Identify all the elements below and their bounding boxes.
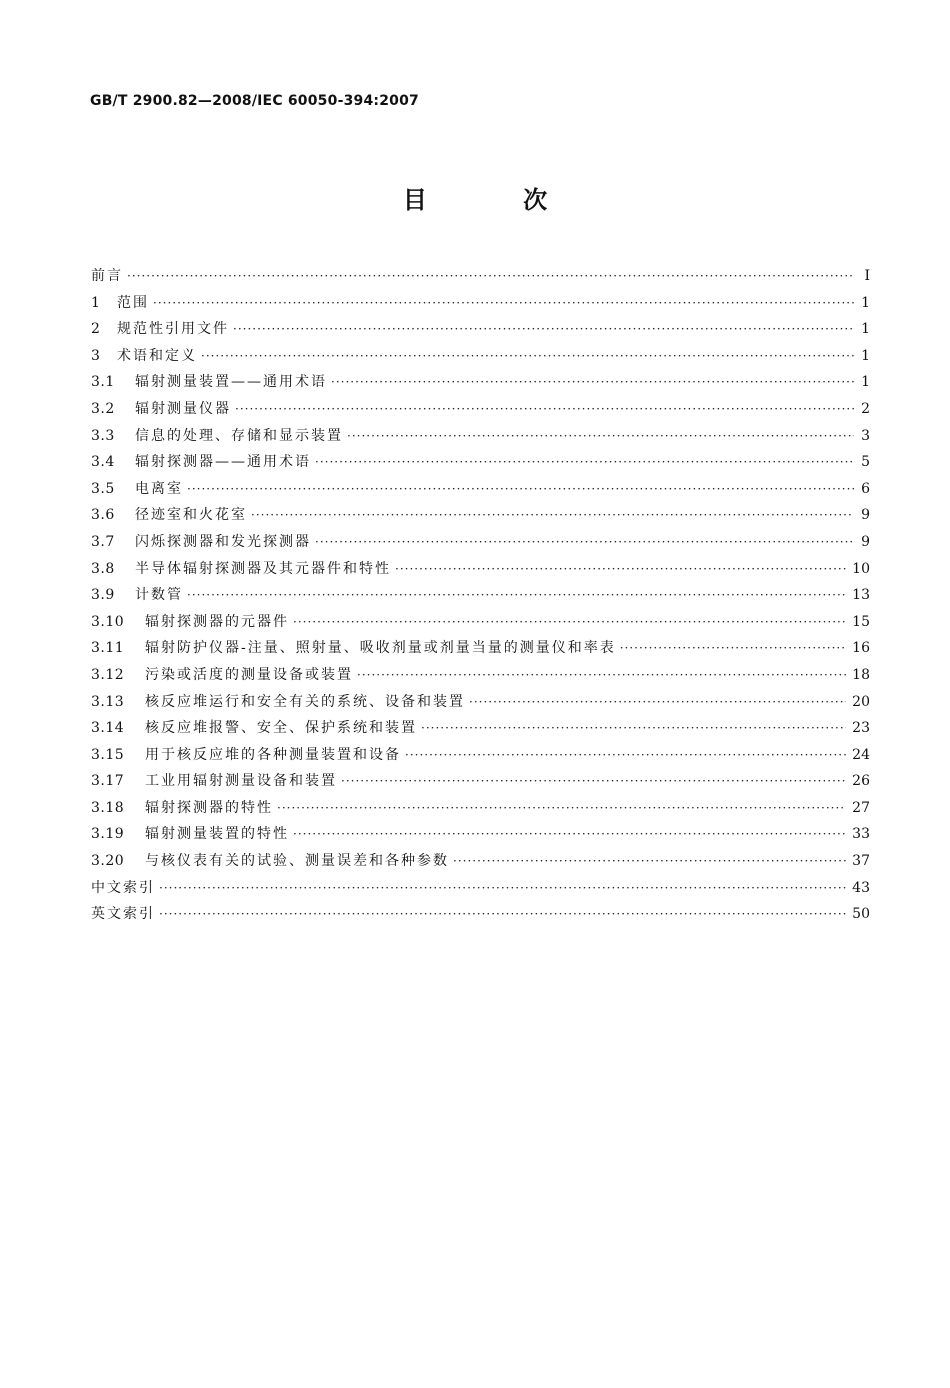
toc-dot-leader xyxy=(187,476,854,503)
toc-entry[interactable] xyxy=(91,795,870,822)
toc-entry[interactable] xyxy=(91,742,870,769)
toc-entry-number: 3.15 xyxy=(91,746,125,763)
toc-entry[interactable] xyxy=(91,689,870,716)
toc-entry-title: 英文索引 xyxy=(91,906,155,923)
standard-code-header: GB/T 2900.82—2008/IEC 60050-394:2007 xyxy=(90,93,419,109)
toc-entry[interactable] xyxy=(91,449,870,476)
toc-entry[interactable] xyxy=(91,715,870,742)
toc-entry[interactable] xyxy=(91,476,870,503)
toc-entry-page-number: 1 xyxy=(861,294,870,311)
toc-entry-title: 与核仪表有关的试验、测量误差和各种参数 xyxy=(145,853,449,870)
toc-dot-leader xyxy=(201,343,854,370)
toc-entry-page-number: 43 xyxy=(852,879,870,896)
toc-entry-page-number: 5 xyxy=(861,454,870,471)
toc-entry-number: 3.3 xyxy=(91,427,115,444)
toc-entry[interactable] xyxy=(91,556,870,583)
toc-entry-number: 1 xyxy=(91,294,101,311)
toc-entry-number: 3.5 xyxy=(91,480,115,497)
toc-entry-page-number: 1 xyxy=(861,321,870,338)
toc-entry-page-number: 1 xyxy=(861,347,870,364)
toc-entry-title: 前言 xyxy=(91,268,123,284)
toc-entry-number: 3.12 xyxy=(91,666,125,683)
toc-entry-number: 3.6 xyxy=(91,507,115,524)
toc-entry-title: 核反应堆运行和安全有关的系统、设备和装置 xyxy=(145,693,465,710)
toc-entry-title: 污染或活度的测量设备或装置 xyxy=(145,666,353,683)
toc-dot-leader xyxy=(357,662,846,689)
toc-entry-title: 辐射探测器——通用术语 xyxy=(135,454,311,471)
toc-entry-title: 用于核反应堆的各种测量装置和设备 xyxy=(145,746,401,763)
toc-entry-page-number: 10 xyxy=(852,560,870,577)
toc-dot-leader xyxy=(159,901,846,928)
toc-entry-title: 工业用辐射测量设备和装置 xyxy=(145,773,337,790)
toc-dot-leader xyxy=(421,715,846,742)
toc-entry[interactable] xyxy=(91,343,870,370)
toc-entry-title: 计数管 xyxy=(135,587,183,604)
toc-entry[interactable] xyxy=(91,848,870,875)
toc-entry-title: 电离室 xyxy=(135,480,183,497)
toc-dot-leader xyxy=(233,316,854,343)
toc-entry[interactable] xyxy=(91,396,870,423)
toc-entry-title: 半导体辐射探测器及其元器件和特性 xyxy=(135,560,391,577)
toc-entry-number: 3 xyxy=(91,347,101,364)
toc-entry-page-number: 26 xyxy=(852,773,870,790)
toc-entry-number: 3.4 xyxy=(91,454,115,471)
toc-dot-leader xyxy=(293,821,846,848)
toc-dot-leader xyxy=(331,369,854,396)
toc-entry-number: 3.1 xyxy=(91,374,115,391)
toc-entry-number: 3.8 xyxy=(91,560,115,577)
toc-entry-title: 辐射测量仪器 xyxy=(135,400,231,417)
toc-dot-leader xyxy=(315,529,854,556)
toc-entry-title: 辐射防护仪器-注量、照射量、吸收剂量或剂量当量的测量仪和率表 xyxy=(145,640,616,657)
toc-entry-page-number: 3 xyxy=(861,427,870,444)
toc-entry[interactable] xyxy=(91,768,870,795)
toc-entry-page-number: 2 xyxy=(861,400,870,417)
toc-dot-leader xyxy=(277,795,846,822)
toc-dot-leader xyxy=(395,556,846,583)
toc-entry-page-number: 15 xyxy=(852,613,870,630)
table-of-contents xyxy=(91,263,870,928)
toc-entry-page-number: 37 xyxy=(852,853,870,870)
toc-entry-number: 3.17 xyxy=(91,773,125,790)
toc-entry-number: 3.7 xyxy=(91,533,115,550)
toc-entry-number: 3.9 xyxy=(91,587,115,604)
toc-entry-title: 辐射测量装置——通用术语 xyxy=(135,374,327,391)
toc-entry[interactable] xyxy=(91,316,870,343)
toc-entry[interactable] xyxy=(91,635,870,662)
toc-dot-leader xyxy=(315,449,854,476)
toc-entry-page-number: 9 xyxy=(861,533,870,550)
toc-entry-page-number: 6 xyxy=(861,480,870,497)
toc-entry-page-number: 20 xyxy=(852,693,870,710)
page-title: 目 次 xyxy=(402,186,592,214)
toc-entry[interactable] xyxy=(91,609,870,636)
toc-entry-number: 3.14 xyxy=(91,720,125,737)
toc-dot-leader xyxy=(159,875,846,902)
toc-dot-leader xyxy=(453,848,846,875)
toc-entry[interactable] xyxy=(91,901,870,928)
toc-entry-title: 核反应堆报警、安全、保护系统和装置 xyxy=(145,720,417,737)
toc-dot-leader xyxy=(469,689,846,716)
toc-entry[interactable] xyxy=(91,263,870,290)
toc-entry-title: 信息的处理、存储和显示装置 xyxy=(135,427,343,444)
toc-dot-leader xyxy=(251,502,854,529)
toc-entry-page-number: 9 xyxy=(861,507,870,524)
toc-entry-number: 3.19 xyxy=(91,826,125,843)
toc-entry-page-number: 16 xyxy=(852,640,870,657)
toc-entry-page-number: 50 xyxy=(852,906,870,923)
toc-dot-leader xyxy=(127,263,854,290)
toc-entry-title: 范围 xyxy=(117,294,149,311)
toc-entry-page-number: 13 xyxy=(852,587,870,604)
toc-dot-leader xyxy=(347,423,854,450)
toc-entry[interactable] xyxy=(91,582,870,609)
toc-entry-number: 3.10 xyxy=(91,613,125,630)
toc-dot-leader xyxy=(187,582,846,609)
toc-entry[interactable] xyxy=(91,821,870,848)
toc-entry[interactable] xyxy=(91,502,870,529)
toc-dot-leader xyxy=(405,742,846,769)
toc-entry[interactable] xyxy=(91,423,870,450)
toc-entry[interactable] xyxy=(91,290,870,317)
toc-entry-page-number: 1 xyxy=(861,374,870,391)
toc-dot-leader xyxy=(293,609,846,636)
toc-entry-title: 辐射探测器的特性 xyxy=(145,799,273,816)
toc-entry[interactable] xyxy=(91,529,870,556)
toc-entry-number: 3.20 xyxy=(91,853,125,870)
toc-entry-title: 闪烁探测器和发光探测器 xyxy=(135,533,311,550)
toc-entry-number: 3.2 xyxy=(91,400,115,417)
toc-entry[interactable] xyxy=(91,875,870,902)
toc-dot-leader xyxy=(235,396,854,423)
toc-entry-number: 3.18 xyxy=(91,799,125,816)
toc-entry-title: 规范性引用文件 xyxy=(117,321,229,338)
toc-dot-leader xyxy=(341,768,846,795)
toc-entry[interactable] xyxy=(91,662,870,689)
toc-entry-page-number: 27 xyxy=(852,799,870,816)
toc-entry-title: 辐射探测器的元器件 xyxy=(145,613,289,630)
toc-entry-title: 中文索引 xyxy=(91,879,155,896)
toc-entry-page-number: 18 xyxy=(852,666,870,683)
toc-entry-page-number: 23 xyxy=(852,720,870,737)
toc-entry-number: 3.11 xyxy=(91,640,125,657)
toc-entry[interactable] xyxy=(91,369,870,396)
toc-entry-number: 2 xyxy=(91,321,101,338)
toc-entry-number: 3.13 xyxy=(91,693,125,710)
toc-entry-title: 径迹室和火花室 xyxy=(135,507,247,524)
toc-entry-page-number: 24 xyxy=(852,746,870,763)
toc-entry-title: 术语和定义 xyxy=(117,347,197,364)
toc-entry-title: 辐射测量装置的特性 xyxy=(145,826,289,843)
toc-entry-page-number: 33 xyxy=(852,826,870,843)
toc-dot-leader xyxy=(153,290,854,317)
toc-dot-leader xyxy=(620,635,846,662)
toc-entry-page-number: I xyxy=(864,268,870,284)
